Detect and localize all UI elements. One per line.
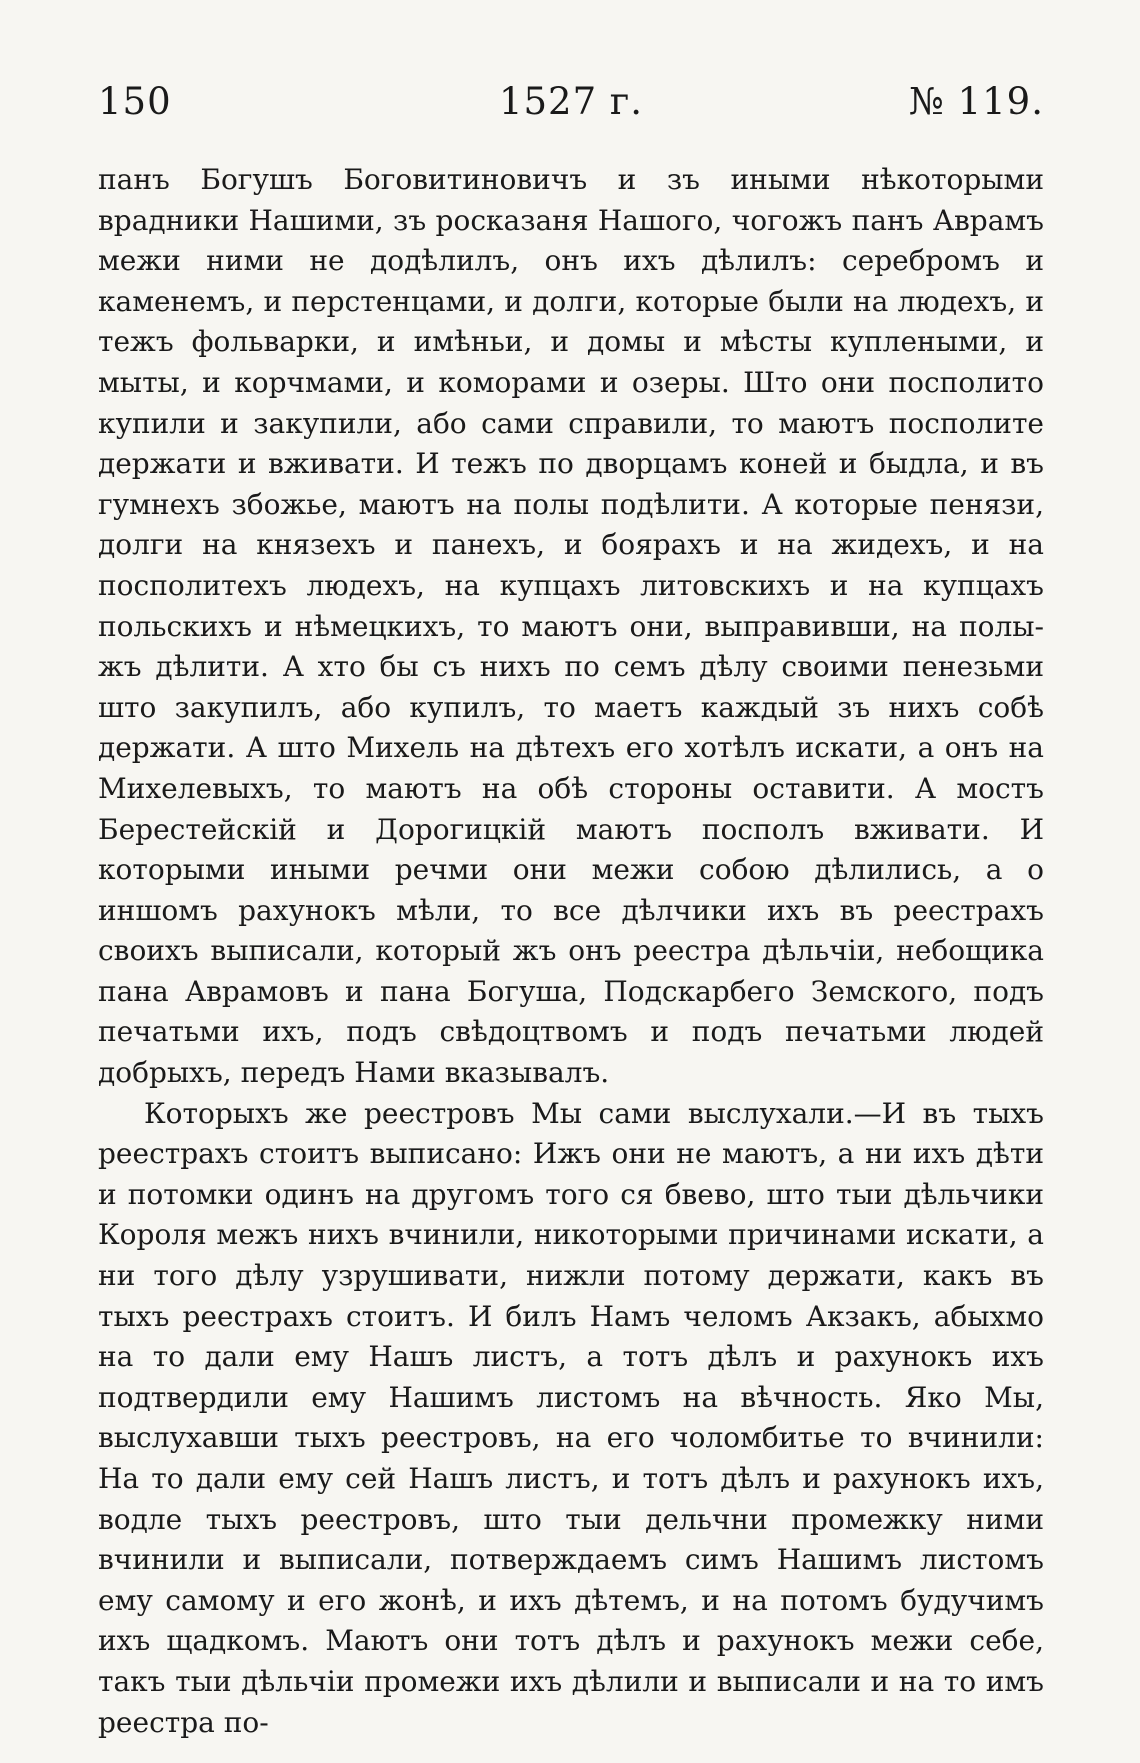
page-header	[98, 80, 1044, 130]
page-number: 150	[98, 80, 172, 123]
paragraph-continued: панъ Богушъ Боговитиновичъ и зъ иными нѣкоторыми врадники Нашими, зъ росказаня Нашого, чогожъ панъ Аврамъ межи ними не додѣлилъ, онъ ихъ дѣлилъ: серебромъ и каменемъ, и перстенцами, и долги, которые были на людехъ, и тежъ фольварки, и имѣньи, и домы и мѣсты куплеными, и мыты, и корчмами, и коморами и озеры. Што они посполито купили и закупили, або сами справили, то маютъ посполите держати и вживати. И тежъ по дворцамъ коней и быдла, и въ гумнехъ збожье, маютъ на полы подѣлити. А которые пенязи, долги на князехъ и панехъ, и боярахъ и на жидехъ, и на посполитехъ людехъ, на купцахъ литовскихъ и на купцахъ польскихъ и нѣмецкихъ, то маютъ они, выправивши, на полы-жъ дѣлити. А хто бы съ нихъ по семъ дѣлу своими пенезьми што закупилъ, або купилъ, то маетъ каждый зъ нихъ собѣ держати. А што Михель на дѣтехъ его хотѣлъ искати, а онъ на Михелевыхъ, то маютъ на обѣ стороны оставити. А мостъ Берестейскій и Дорогицкій маютъ посполъ вживати. И которыми иными речми они межи собою дѣлились, а о иншомъ рахунокъ мѣли, то все дѣлчики ихъ въ реестрахъ своихъ выписали, который жъ онъ реестра дѣльчіи, небощика пана Аврамовъ и пана Богуша, Подскарбего Земского, подъ печатьми ихъ, подъ свѣдоцтвомъ и подъ печатьми людей добрыхъ, передъ Нами вказывалъ.	[98, 163, 1044, 1090]
paragraph: Которыхъ же реестровъ Мы сами выслухали.—И въ тыхъ реестрахъ стоитъ выписано: Ижъ они не маютъ, а ни ихъ дѣти и потомки одинъ на другомъ того ся бвево, што тыи дѣльчики Короля межъ нихъ вчинили, никоторыми причинами искати, а ни того дѣлу узрушивати, нижли потому держати, какъ въ тыхъ реестрахъ стоитъ. И билъ Намъ челомъ Акзакъ, абыхмо на то дали ему Нашъ листъ, а тотъ дѣлъ и рахунокъ ихъ подтвердили ему Нашимъ листомъ на вѣчность. Яко Мы, выслухавши тыхъ реестровъ, на его чоломбитье то вчинили: На то дали ему сей Нашъ листъ, и тотъ дѣлъ и рахунокъ ихъ, водле тыхъ реестровъ, што тыи дельчни промежку ними вчинили и выписали, потверждаемъ симъ Нашимъ листомъ ему самому и его жонѣ, и ихъ дѣтемъ, и на потомъ будучимъ ихъ щадкомъ. Маютъ они тотъ дѣлъ и рахунокъ межи себе, такъ тыи дѣльчіи промежи ихъ дѣлили и выписали и на то имъ реестра по-	[98, 1096, 1044, 1739]
document-number: № 119.	[908, 80, 1044, 123]
year-heading: 1527 г.	[498, 80, 644, 123]
page-body	[98, 160, 1044, 1743]
